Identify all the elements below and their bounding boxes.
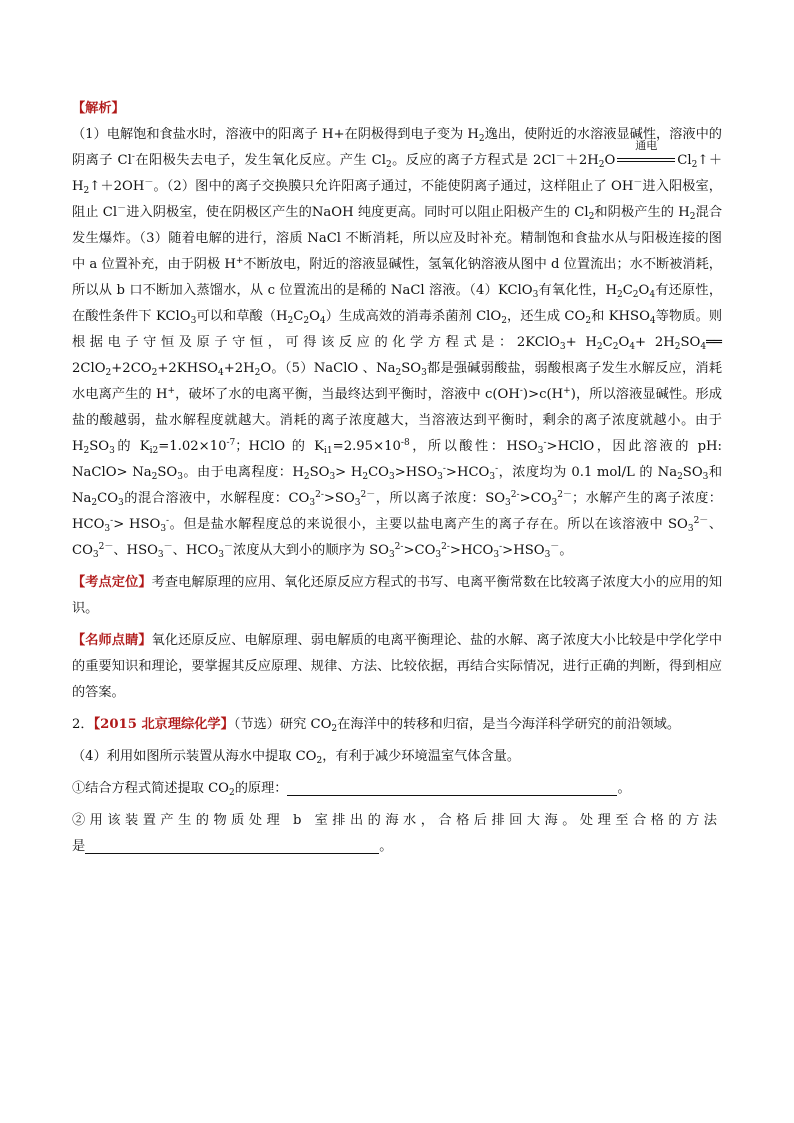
text-segment: >HCO — [449, 543, 494, 558]
subscript: i2 — [149, 446, 159, 456]
superscript: - — [166, 516, 170, 526]
subscript: 3 — [437, 472, 443, 482]
text-segment: 等物质。则根据电子守恒及原子守恒，可得该反应的化学方程式是：2KClO — [72, 309, 723, 350]
subscript: 3 — [687, 524, 694, 534]
subscript: 3 — [544, 550, 551, 560]
subscript: 2 — [91, 498, 98, 508]
analysis-paragraph — [72, 122, 722, 564]
subscript: 3 — [160, 524, 167, 534]
text-segment: ，破坏了水的电离平衡，当最终达到平衡时，溶液中 c(OH — [175, 387, 520, 402]
subscript: 2 — [385, 160, 392, 170]
superscript: － — [163, 542, 173, 552]
subscript: 2 — [254, 368, 261, 378]
text-segment: ）生成高效的消毒杀菌剂 ClO — [325, 309, 502, 324]
text-segment: =2.95×10 — [332, 439, 401, 454]
superscript: 2- — [315, 490, 324, 500]
subscript: 3 — [505, 498, 511, 508]
text-segment: ②用该装置产生的物质处理 b 室排出的海水，合格后排回大海。处理至合格的方法 — [72, 813, 722, 828]
text-segment: SO — [680, 335, 701, 350]
subscript: 2 — [151, 472, 158, 482]
text-segment: 。反应的离子方程式是 2Cl — [391, 153, 556, 168]
subscript: 2 — [596, 342, 603, 352]
subscript: 2 — [677, 472, 683, 482]
text-segment: ，所以酸性：HSO — [409, 439, 538, 454]
subscript: 2 — [691, 160, 698, 170]
subscript: 3 — [109, 446, 115, 456]
subscript: 4 — [649, 290, 656, 300]
text-segment: 是 — [72, 839, 86, 854]
text-segment: >CO — [519, 491, 552, 506]
text-segment: 。 — [617, 781, 631, 796]
text-segment: >HCO — [445, 465, 490, 480]
superscript: 2- — [394, 542, 404, 552]
text-segment: SO — [682, 465, 703, 480]
subscript: 3 — [435, 550, 442, 560]
subscript: 2 — [228, 788, 235, 798]
text-segment: SO — [89, 439, 110, 454]
superscript: - — [110, 516, 114, 526]
subscript: 2 — [674, 342, 681, 352]
answer-blank-1[interactable] — [287, 779, 617, 796]
superscript: 2－ — [693, 516, 709, 526]
text-segment: 进入阳极室，阻止 Cl — [72, 179, 722, 220]
text-segment: + H — [565, 335, 597, 350]
subscript: 3 — [537, 446, 544, 456]
subscript: 2 — [303, 472, 310, 482]
text-segment: O — [604, 153, 616, 168]
question-intro — [72, 712, 722, 738]
subscript: 2 — [105, 368, 112, 378]
superscript: - — [131, 152, 135, 162]
text-segment: )，所以溶液显碱性。形成盐的酸越弱，盐水解程度就越大。消耗的离子浓度越大，当溶液达到平衡时，剩余的离子浓度就越小。由于 H — [72, 387, 722, 454]
subscript: 2 — [588, 212, 595, 222]
question-item-1 — [72, 776, 722, 802]
subscript: 3 — [551, 498, 558, 508]
analysis-heading — [72, 96, 722, 122]
text-segment: 和 KHSO — [591, 309, 650, 324]
mingshi-text: 氧化还原反应、电解原理、弱电解质的电离平衡理论、盐的水解、离子浓度大小比较是中学化学中的重要知识和理论，要掌握其反应原理、规律、方法、比较依据，再结合实际情况，进行正确的判断，得到相应的答案。 — [72, 633, 723, 700]
text-segment: 有氧化性，H — [538, 283, 617, 298]
text-segment: SO — [401, 361, 422, 376]
subscript: 2 — [395, 368, 402, 378]
text-segment: +2CO — [111, 361, 152, 376]
subscript: 3 — [218, 550, 224, 560]
subscript: 3 — [532, 290, 539, 300]
text-segment: Cl — [677, 153, 692, 168]
subscript: 2 — [83, 446, 90, 456]
text-segment: ①结合方程式简述提取 CO — [72, 781, 229, 796]
subscript: 4 — [319, 316, 326, 326]
subscript: 3 — [190, 316, 197, 326]
text-segment: O — [618, 335, 630, 350]
subscript: 3 — [388, 550, 395, 560]
superscript: － — [633, 178, 643, 188]
text-segment: O。（5）NaClO 、Na — [260, 361, 396, 376]
text-segment: 、HCO — [172, 543, 219, 558]
text-segment: C — [602, 335, 613, 350]
subscript: 3 — [92, 550, 99, 560]
mingshi-tag: 【名师点睛】 — [72, 633, 152, 648]
text-segment: =1.02×10 — [158, 439, 227, 454]
text-segment: ↑＋2OH — [89, 179, 145, 194]
subscript: 4 — [217, 368, 224, 378]
superscript: + — [563, 386, 571, 396]
text-segment: SO — [157, 465, 178, 480]
question-item-2 — [72, 808, 722, 860]
text-segment: CO — [368, 465, 389, 480]
subscript: 3 — [309, 498, 316, 508]
text-segment: >HSO — [502, 543, 545, 558]
text-segment: 逸出，使附近的水溶液显碱性，溶液中的阴离子 Cl — [72, 127, 722, 168]
text-segment: （4）利用如图所示装置从海水中提取 CO — [72, 749, 317, 764]
subscript: 3 — [104, 524, 111, 534]
superscript: -7 — [226, 438, 236, 448]
text-segment: 浓度从大到小的顺序为 SO — [233, 543, 389, 558]
text-segment: ，浓度均为 0.1 mol/L 的 Na — [498, 465, 678, 480]
text-segment: 都是强碱弱酸盐，弱酸根离子发生水解反应，消耗水电离产生的 H — [72, 361, 723, 402]
subscript: 2 — [303, 316, 310, 326]
text-segment: ；HClO 的 K — [235, 439, 325, 454]
subscript: i1 — [324, 446, 333, 456]
subscript: 3 — [329, 472, 336, 482]
subscript: 4 — [649, 316, 656, 326]
electrolysis-equals-sign — [617, 138, 675, 168]
text-segment: 。（2）图中的离子交换膜只允许阳离子通过，不能使阴离子通过，这样阻止了 OH — [153, 179, 634, 194]
text-segment: SO — [309, 465, 330, 480]
mingshi-paragraph — [72, 628, 722, 706]
subscript: 2 — [598, 160, 605, 170]
text-segment: 的原理： — [234, 781, 288, 796]
text-segment: 、HSO — [113, 543, 158, 558]
superscript: － — [555, 152, 565, 162]
subscript: 3 — [389, 472, 395, 482]
text-segment: （节选）研究 CO — [233, 717, 332, 732]
superscript: - — [543, 438, 547, 448]
superscript: - — [442, 464, 446, 474]
superscript: 2－ — [98, 542, 114, 552]
text-segment: ，有利于减少环境温室气体含量。 — [322, 749, 521, 764]
text-segment: >HClO，因此溶液的 pH: NaClO> Na — [72, 439, 723, 480]
subscript: 2 — [83, 186, 90, 196]
subscript: 3 — [118, 498, 124, 508]
text-segment: >SO — [323, 491, 355, 506]
superscript: 2- — [510, 490, 520, 500]
text-segment: >CO — [403, 543, 436, 558]
text-segment: 可以和草酸（H — [196, 309, 288, 324]
text-segment: 混合发生爆炸。（3）随着电解的进行，溶质 NaCl 不断消耗，所以应及时补充。精制饱和食盐水从与阳极连接的图中 a 位置补充，由于阴极 H — [72, 205, 723, 272]
subscript: 3 — [177, 472, 183, 482]
subscript: 2 — [689, 212, 696, 222]
text-segment: 进入阴极室，使在阴极区产生的NaOH 纯度更高。同时可以阻止阳极产生的 Cl — [126, 205, 589, 220]
subscript: 3 — [421, 368, 427, 378]
superscript: － — [117, 204, 127, 214]
double-line-bottom — [617, 161, 675, 162]
subscript: 2 — [287, 316, 294, 326]
superscript: - — [519, 386, 523, 396]
subscript: 3 — [489, 472, 496, 482]
subscript: 2 — [331, 724, 338, 734]
text-segment: 在阳极失去电子，发生氧化反应。产生 Cl — [134, 153, 386, 168]
text-segment: + 2H — [635, 335, 675, 350]
condition-label: 通电 — [635, 138, 658, 152]
text-segment: ，还生成 CO — [506, 309, 586, 324]
superscript: 2－ — [557, 490, 572, 500]
superscript: － — [144, 178, 154, 188]
superscript: + — [235, 256, 244, 266]
text-segment: 在海洋中的转移和归宿，是当今海洋科学研究的前沿领域。 — [337, 717, 681, 732]
question-number: 2． — [72, 717, 94, 732]
text-segment: ＋2H — [564, 153, 599, 168]
text-segment: > H — [335, 465, 363, 480]
subscript: 3 — [702, 472, 709, 482]
text-segment: 。 — [379, 839, 393, 854]
text-segment: 的 K — [114, 439, 150, 454]
subscript: 2 — [316, 756, 323, 766]
text-segment: 。但是盐水解程度总的来说很小，主要以盐电离产生的离子存在。所以在该溶液中 SO — [169, 517, 688, 532]
superscript: + — [167, 386, 176, 396]
question-source: 【2015 北京理综化学】 — [93, 717, 234, 732]
subscript: 2 — [632, 290, 639, 300]
superscript: -8 — [400, 438, 410, 448]
subscript: 2 — [585, 316, 592, 326]
superscript: － — [224, 542, 234, 552]
answer-blank-2[interactable] — [85, 837, 379, 854]
jiexi-tag: 【解析】 — [72, 101, 125, 116]
text-segment: >HSO — [394, 465, 438, 480]
double-line-top — [617, 158, 675, 159]
text-segment: > HSO — [113, 517, 161, 532]
subscript: 2 — [362, 472, 369, 482]
text-segment: C — [622, 283, 633, 298]
subscript: 2 — [612, 342, 619, 352]
subscript: 3 — [354, 498, 361, 508]
text-segment: 、CO — [72, 517, 723, 558]
text-segment: 和阴极产生的 H — [594, 205, 690, 220]
text-segment: 。 — [559, 543, 573, 558]
subscript: 2 — [501, 316, 507, 326]
subscript: 2 — [616, 290, 623, 300]
text-segment: C — [293, 309, 304, 324]
text-segment: +2KHSO — [157, 361, 218, 376]
question-part4 — [72, 744, 722, 770]
text-segment: ，所以离子浓度：SO — [375, 491, 506, 506]
text-segment: CO — [97, 491, 119, 506]
subscript: 3 — [559, 342, 566, 352]
text-segment: +2H — [223, 361, 255, 376]
document-body — [72, 96, 722, 860]
subscript: 3 — [157, 550, 164, 560]
subscript: 4 — [629, 342, 636, 352]
kaodian-paragraph — [72, 570, 722, 622]
text-segment: ══ 2ClO — [72, 335, 722, 376]
text-segment: 的混合溶液中，水解程度：CO — [123, 491, 310, 506]
superscript: - — [499, 542, 503, 552]
subscript: 3 — [493, 550, 500, 560]
text-segment: ；水解产生的离子浓度：HCO — [72, 491, 722, 532]
kaodian-text: 考查电解原理的应用、氧化还原反应方程式的书写、电离平衡常数在比较离子浓度大小的应用的知识。 — [72, 575, 723, 616]
superscript: － — [550, 542, 560, 552]
text-segment: （1）电解饱和食盐水时，溶液中的阳离子 H+在阴极得到电子变为 H — [72, 127, 479, 142]
text-segment: 有还原性，在酸性条件下 KClO — [72, 283, 723, 324]
text-segment: 。由于电离程度：H — [182, 465, 304, 480]
text-segment: 和 Na — [72, 465, 723, 506]
kaodian-tag: 【考点定位】 — [72, 575, 152, 590]
subscript: 2 — [151, 368, 158, 378]
superscript: 2- — [441, 542, 450, 552]
text-segment: 不断放电，附近的溶液显碱性，氢氧化钠溶液从图中 d 位置流出；水不断被消耗，所以从 b 口不断加入蒸馏水，从 c 位置流出的是稀的 NaCl 溶液。（4）KClO — [72, 257, 722, 298]
subscript: 2 — [478, 134, 485, 144]
subscript: 4 — [700, 342, 707, 352]
text-segment: ↑＋H — [72, 153, 723, 194]
superscript: 2－ — [360, 490, 376, 500]
text-segment: O — [309, 309, 320, 324]
superscript: - — [495, 464, 499, 474]
text-segment: )>c(H — [522, 387, 564, 402]
text-segment: O — [638, 283, 650, 298]
